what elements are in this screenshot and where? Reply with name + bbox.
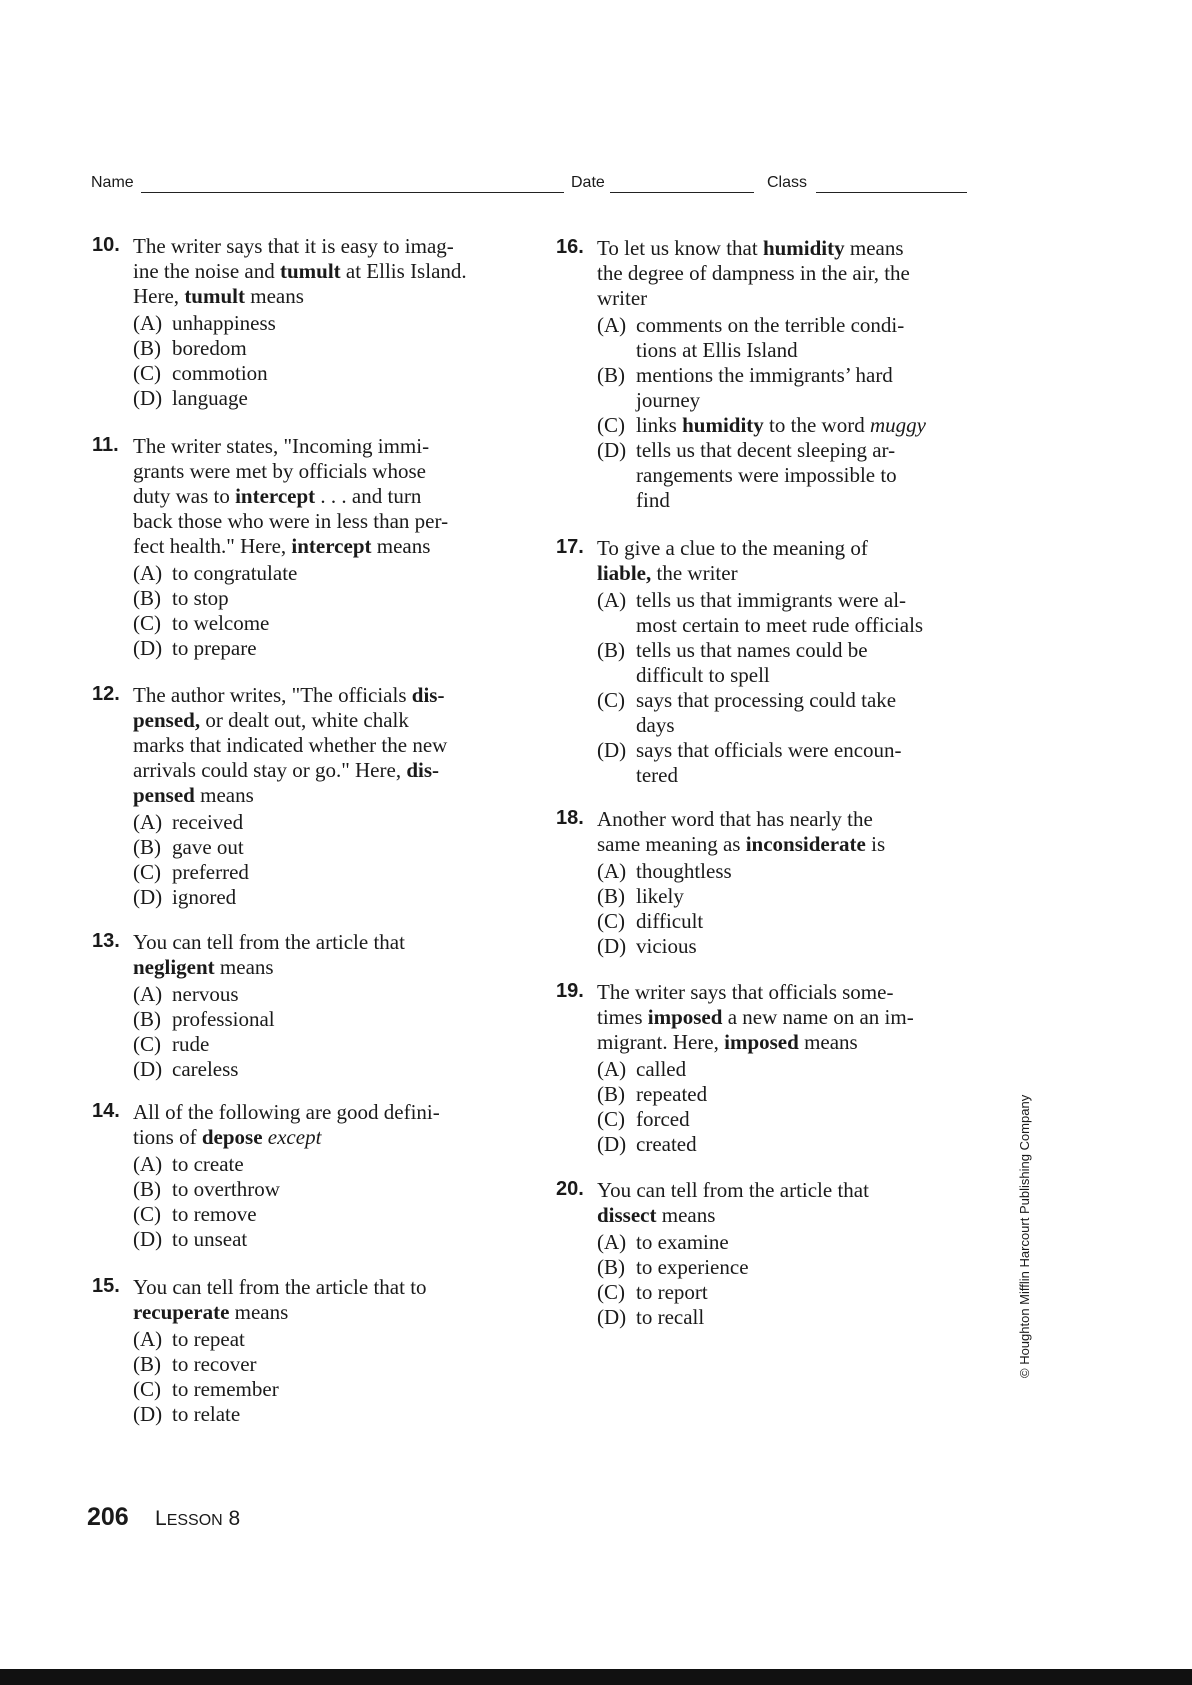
choice-letter: (D): [597, 738, 627, 762]
choice-letter: (C): [133, 1032, 161, 1056]
choice-text: to experience: [636, 1255, 749, 1279]
choice-letter: (B): [597, 1255, 625, 1279]
question-number: 12.: [92, 683, 120, 705]
question-stem: The writer says that it is easy to imag- ine the noise and tumult at Ellis Island. Here, tumult means: [133, 234, 467, 308]
choice-letter: (A): [597, 1230, 627, 1254]
choice-text: to prepare: [172, 636, 257, 660]
choice-letter: (C): [597, 1280, 625, 1304]
choice-text: nervous: [172, 982, 239, 1006]
choice-text: tells us that decent sleeping ar- rangements were impossible to find: [636, 438, 897, 512]
choice-text: language: [172, 386, 248, 410]
answer-choice[interactable]: [597, 1132, 707, 1157]
choice-letter: (B): [133, 1352, 161, 1376]
answer-choices: [133, 982, 275, 1082]
question-stem: The writer says that officials some- times imposed a new name on an im- migrant. Here, imposed means: [597, 980, 914, 1054]
choice-text: vicious: [636, 934, 697, 958]
answer-choices: [597, 859, 732, 959]
choice-text: boredom: [172, 336, 247, 360]
scan-edge: [0, 1669, 1192, 1685]
choice-text: comments on the terrible condi- tions at Ellis Island: [636, 313, 905, 362]
answer-choice[interactable]: [597, 1057, 707, 1082]
answer-choice[interactable]: [597, 588, 923, 638]
answer-choice[interactable]: [597, 1305, 749, 1330]
date-label: Date: [571, 174, 605, 191]
answer-choice[interactable]: [133, 860, 249, 885]
choice-letter: (D): [597, 934, 627, 958]
choice-text: ignored: [172, 885, 237, 909]
choice-text: to relate: [172, 1402, 241, 1426]
choice-text: received: [172, 810, 244, 834]
question-stem: Another word that has nearly the same meaning as inconsiderate is: [597, 807, 886, 856]
answer-choice[interactable]: [133, 810, 249, 835]
choice-letter: (B): [133, 586, 161, 610]
choice-text: says that officials were encoun- tered: [636, 738, 902, 787]
choice-text: careless: [172, 1057, 239, 1081]
answer-choice[interactable]: [133, 1152, 280, 1177]
answer-choice[interactable]: [597, 1082, 707, 1107]
question-number: 13.: [92, 930, 120, 952]
choice-letter: (B): [133, 1007, 161, 1031]
choice-text: to welcome: [172, 611, 270, 635]
class-label: Class: [767, 174, 808, 191]
choice-text: to stop: [172, 586, 229, 610]
lesson-label-text: LESSON 8: [155, 1507, 241, 1530]
choice-text: links humidity to the word muggy: [636, 413, 926, 437]
answer-choice[interactable]: [133, 561, 297, 586]
choice-text: difficult: [636, 909, 704, 933]
choice-letter: (C): [597, 413, 625, 437]
choice-letter: (B): [597, 884, 625, 908]
choice-letter: (B): [597, 1082, 625, 1106]
answer-choice[interactable]: [133, 311, 276, 336]
answer-choice[interactable]: [133, 1327, 279, 1352]
answer-choice[interactable]: [133, 336, 276, 361]
choice-text: to unseat: [172, 1227, 248, 1251]
answer-choice[interactable]: [133, 386, 276, 411]
lesson-label: [155, 1507, 240, 1531]
choice-letter: (C): [597, 688, 625, 712]
question-number: 20.: [556, 1178, 584, 1200]
question-stem: You can tell from the article that dissect means: [597, 1178, 869, 1227]
student-info-header: [91, 174, 967, 200]
date-field[interactable]: [610, 192, 754, 193]
answer-choice[interactable]: [133, 1032, 275, 1057]
answer-choices: [597, 1057, 707, 1157]
choice-text: mentions the immigrants’ hard journey: [636, 363, 893, 412]
answer-choice[interactable]: [597, 313, 926, 363]
choice-text: to report: [636, 1280, 708, 1304]
choice-text: to recall: [636, 1305, 705, 1329]
question-number: 14.: [92, 1100, 120, 1122]
answer-choice[interactable]: [133, 361, 276, 386]
answer-choice[interactable]: [133, 1177, 280, 1202]
answer-choice[interactable]: [597, 363, 926, 413]
answer-choice[interactable]: [133, 586, 297, 611]
choice-letter: (A): [133, 1152, 163, 1176]
choice-text: tells us that names could be difficult to spell: [636, 638, 868, 687]
answer-choice[interactable]: [597, 909, 732, 934]
answer-choice[interactable]: [133, 636, 297, 661]
answer-choice[interactable]: [597, 688, 923, 738]
choice-letter: (A): [133, 561, 163, 585]
answer-choice[interactable]: [133, 885, 249, 910]
choice-letter: (D): [597, 1305, 627, 1329]
choice-text: thoughtless: [636, 859, 732, 883]
answer-choices: [597, 313, 926, 513]
question-number: 16.: [556, 236, 584, 258]
choice-text: commotion: [172, 361, 268, 385]
choice-text: preferred: [172, 860, 249, 884]
choice-letter: (C): [133, 611, 161, 635]
choice-letter: (A): [597, 859, 627, 883]
answer-choice[interactable]: [133, 1202, 280, 1227]
choice-letter: (D): [597, 438, 627, 462]
choice-letter: (A): [133, 1327, 163, 1351]
choice-text: unhappiness: [172, 311, 276, 335]
answer-choice[interactable]: [597, 1230, 749, 1255]
choice-letter: (A): [133, 810, 163, 834]
choice-letter: (C): [133, 1377, 161, 1401]
choice-text: to remove: [172, 1202, 257, 1226]
answer-choice[interactable]: [597, 1255, 749, 1280]
choice-letter: (D): [133, 885, 163, 909]
question-stem: The author writes, "The officials dis- pensed, or dealt out, white chalk marks that indicated whether the new arrivals could stay or go." Here, dis- pensed means: [133, 683, 448, 807]
answer-choice[interactable]: [133, 1227, 280, 1252]
answer-choices: [133, 1327, 279, 1427]
question-stem: To let us know that humidity means the degree of dampness in the air, the writer: [597, 236, 910, 310]
choice-text: to remember: [172, 1377, 279, 1401]
choice-letter: (B): [597, 638, 625, 662]
answer-choice[interactable]: [597, 413, 926, 438]
choice-text: to congratulate: [172, 561, 298, 585]
question-number: 10.: [92, 234, 120, 256]
choice-text: likely: [636, 884, 684, 908]
choice-letter: (A): [133, 982, 163, 1006]
choice-letter: (D): [133, 636, 163, 660]
answer-choices: [133, 311, 276, 411]
answer-choice[interactable]: [597, 934, 732, 959]
choice-letter: (D): [133, 1227, 163, 1251]
choice-letter: (A): [597, 313, 627, 337]
choice-letter: (D): [133, 386, 163, 410]
choice-letter: (D): [133, 1402, 163, 1426]
answer-choice[interactable]: [597, 884, 732, 909]
answer-choices: [597, 588, 923, 788]
answer-choice[interactable]: [597, 438, 926, 513]
answer-choices: [597, 1230, 749, 1330]
question-stem: All of the following are good defini- tions of depose except: [133, 1100, 440, 1149]
choice-letter: (A): [133, 311, 163, 335]
answer-choice[interactable]: [133, 1377, 279, 1402]
answer-choice[interactable]: [133, 1352, 279, 1377]
answer-choices: [133, 1152, 280, 1252]
choice-letter: (B): [133, 1177, 161, 1201]
choice-letter: (A): [597, 588, 627, 612]
choice-text: repeated: [636, 1082, 708, 1106]
choice-letter: (B): [133, 336, 161, 360]
choice-text: rude: [172, 1032, 210, 1056]
question-stem: You can tell from the article that negligent means: [133, 930, 405, 979]
choice-letter: (C): [597, 1107, 625, 1131]
choice-text: to overthrow: [172, 1177, 280, 1201]
answer-choice[interactable]: [597, 638, 923, 688]
answer-choice[interactable]: [133, 1007, 275, 1032]
choice-text: says that processing could take days: [636, 688, 897, 737]
answer-choice[interactable]: [597, 1107, 707, 1132]
question-stem: The writer states, "Incoming immi- grants were met by officials whose duty was to intercept . . . and turn back those who were in less than per- fect health." Here, intercept means: [133, 434, 449, 558]
choice-text: to repeat: [172, 1327, 245, 1351]
choice-letter: (D): [133, 1057, 163, 1081]
choice-letter: (A): [597, 1057, 627, 1081]
question-number: 19.: [556, 980, 584, 1002]
answer-choice[interactable]: [597, 859, 732, 884]
question-stem: You can tell from the article that to recuperate means: [133, 1275, 427, 1324]
choice-letter: (B): [597, 363, 625, 387]
choice-text: tells us that immigrants were al- most certain to meet rude officials: [636, 588, 924, 637]
answer-choice[interactable]: [597, 738, 923, 788]
choice-letter: (D): [597, 1132, 627, 1156]
copyright-notice: © Houghton Mifflin Harcourt Publishing Company: [1017, 1094, 1032, 1378]
choice-text: to recover: [172, 1352, 257, 1376]
answer-choice[interactable]: [133, 611, 297, 636]
answer-choices: [133, 561, 297, 661]
choice-text: created: [636, 1132, 697, 1156]
question-number: 17.: [556, 536, 584, 558]
page-number: 206: [87, 1503, 129, 1531]
answer-choice[interactable]: [133, 835, 249, 860]
class-field[interactable]: [816, 192, 967, 193]
choice-text: gave out: [172, 835, 244, 859]
choice-text: forced: [636, 1107, 690, 1131]
question-number: 18.: [556, 807, 584, 829]
question-number: 15.: [92, 1275, 120, 1297]
answer-choice[interactable]: [133, 982, 275, 1007]
name-label: Name: [91, 174, 134, 191]
choice-letter: (C): [133, 860, 161, 884]
answer-choices: [133, 810, 249, 910]
choice-letter: (C): [597, 909, 625, 933]
choice-text: to examine: [636, 1230, 729, 1254]
question-stem: To give a clue to the meaning of liable, the writer: [597, 536, 868, 585]
answer-choice[interactable]: [133, 1402, 279, 1427]
answer-choice[interactable]: [597, 1280, 749, 1305]
choice-letter: (C): [133, 1202, 161, 1226]
choice-text: called: [636, 1057, 687, 1081]
choice-text: to create: [172, 1152, 244, 1176]
answer-choice[interactable]: [133, 1057, 275, 1082]
name-field[interactable]: [141, 192, 564, 193]
choice-text: professional: [172, 1007, 275, 1031]
choice-letter: (C): [133, 361, 161, 385]
choice-letter: (B): [133, 835, 161, 859]
question-number: 11.: [92, 434, 119, 456]
